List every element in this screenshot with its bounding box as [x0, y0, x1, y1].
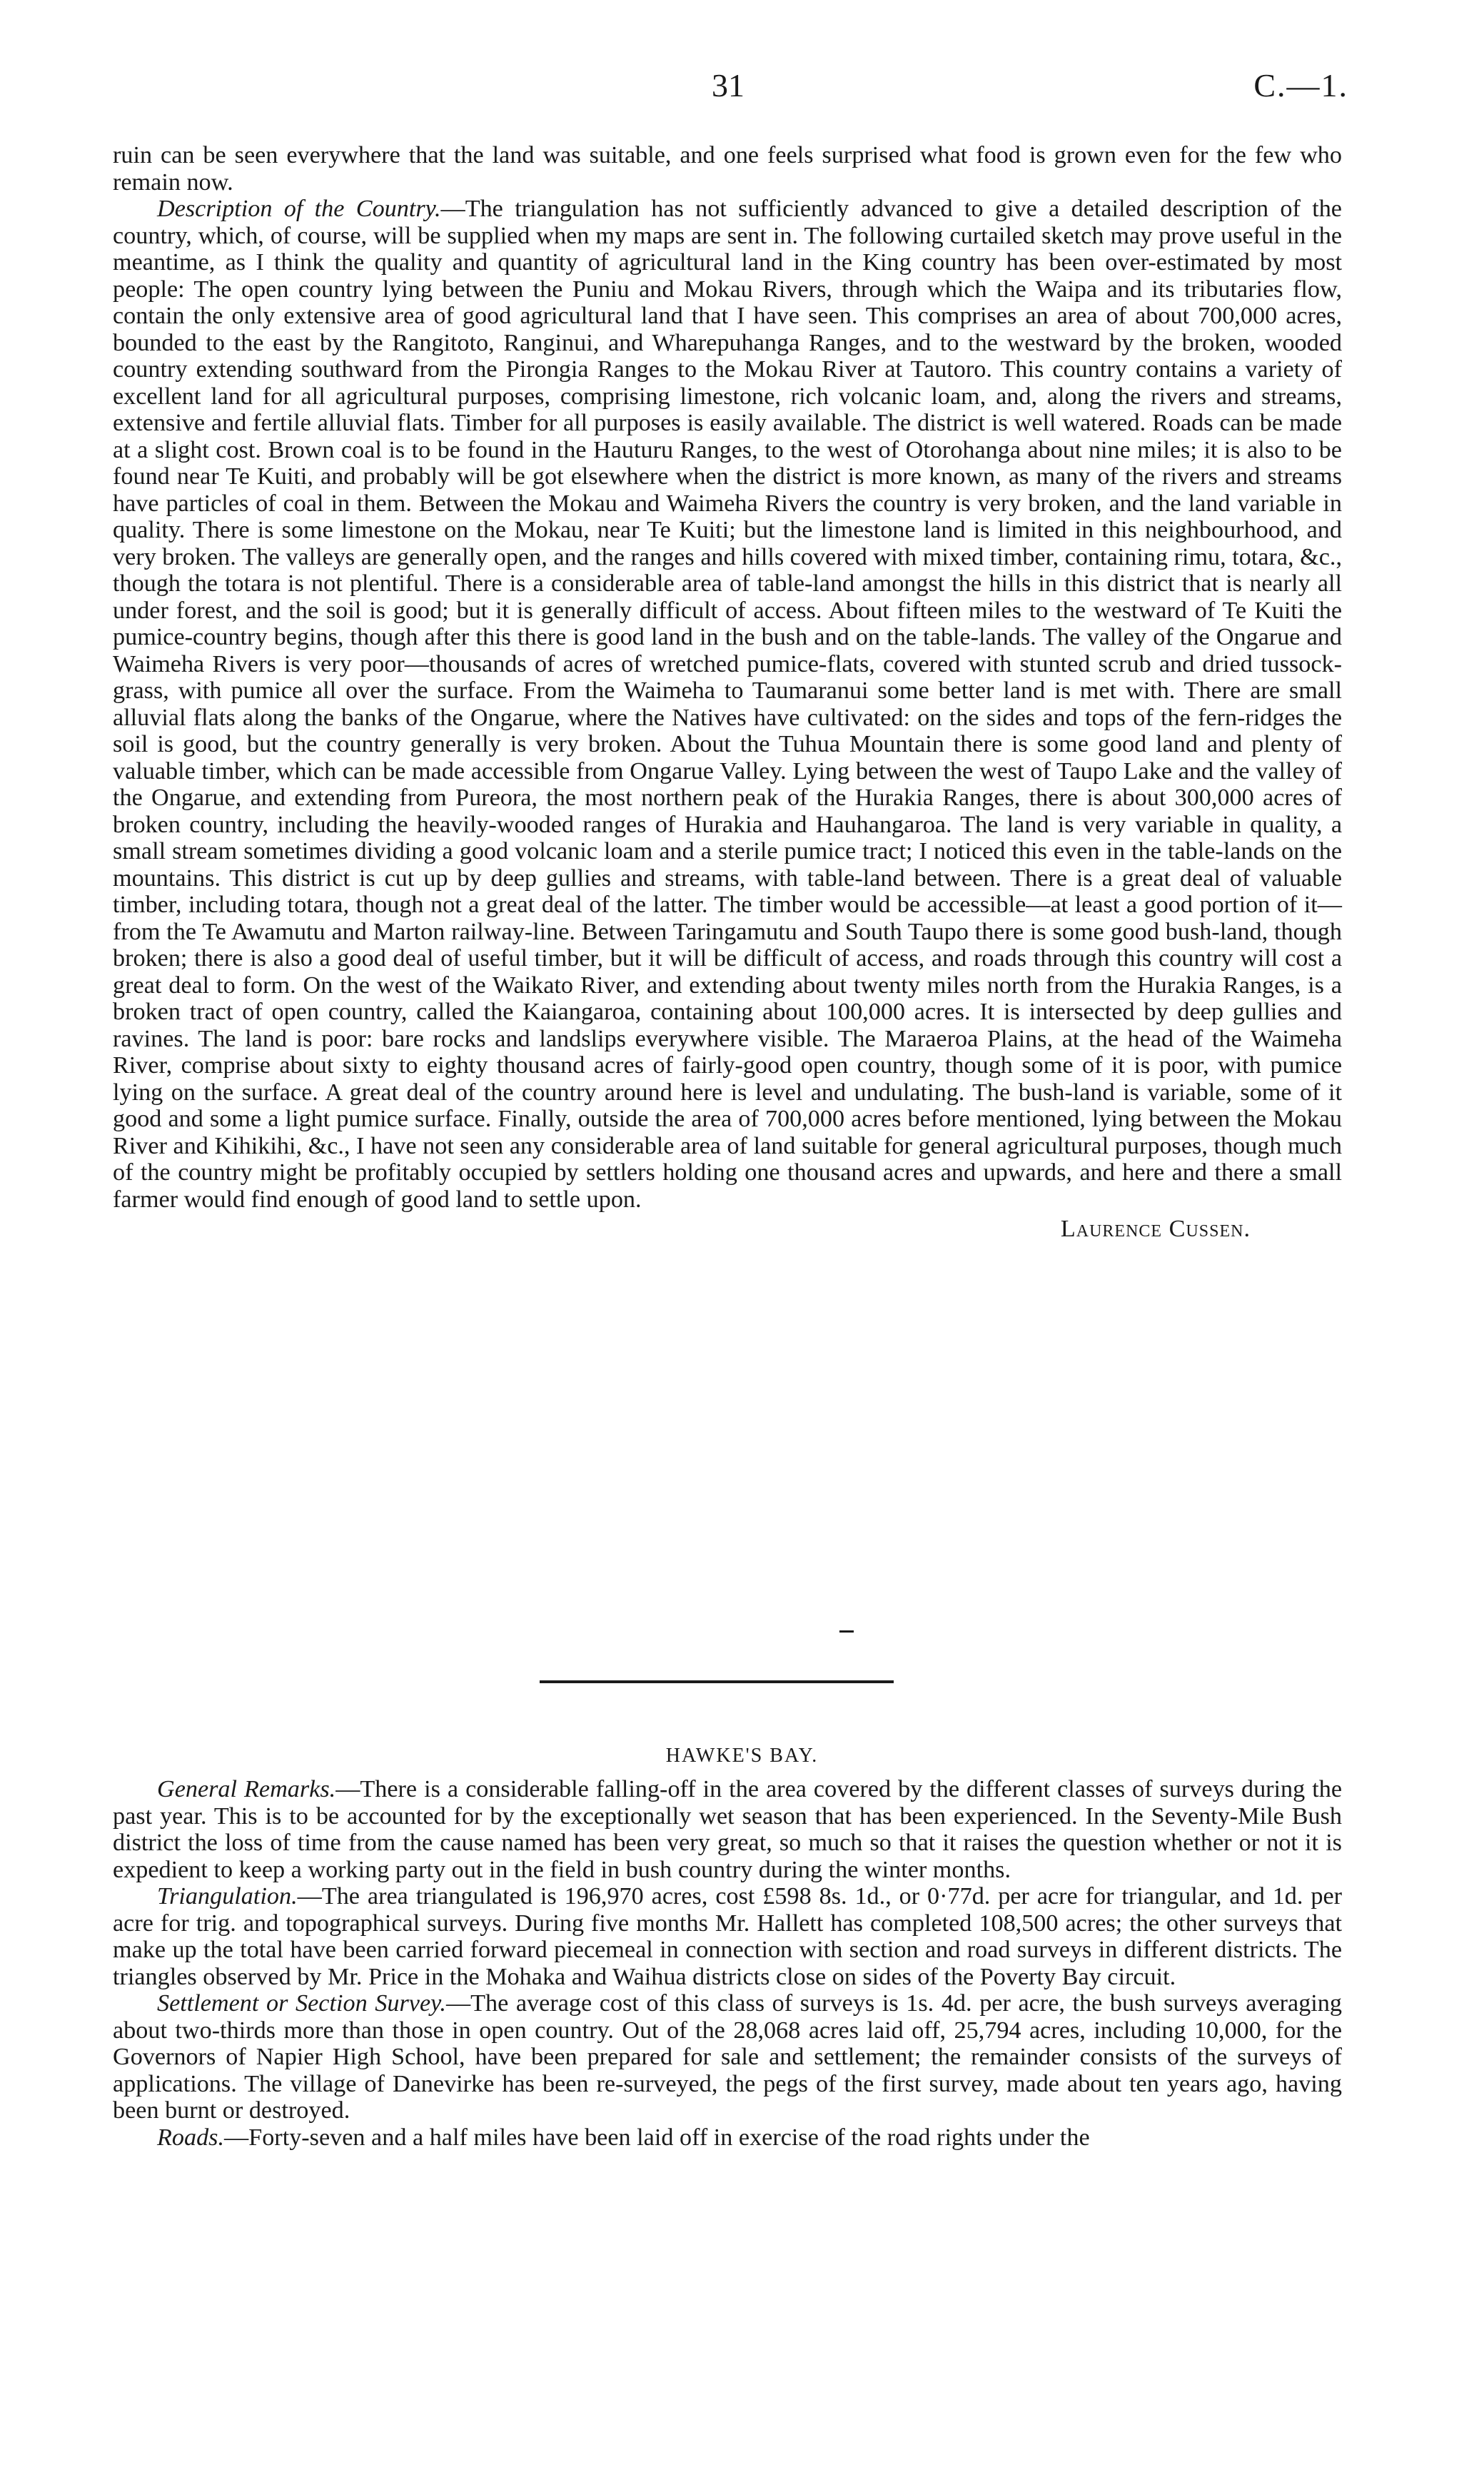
paragraph-text: —There is a considerable falling-off in the area covered by the different classes of surveys during the past year. This is to be accounted for by the exceptionally wet season that has been experienced. In the Seventy-Mile Bush district the loss of time from the cause named has been very great, so much so that it raises the question whether or not it is expedient to keep a working party out in the field in bush country during the winter months.: [113, 1776, 1342, 1883]
section-divider: [540, 1680, 894, 1683]
description-text: —The triangulation has not sufficiently advanced to give a detailed description of the country, which, of course, will be supplied when my maps are sent in. The following curtailed sketch may prove useful in the meantime, as I think the quality and quantity of agricultural land in the King country has been over-estimated by most people: The open country lying between the Puniu and Mokau Rivers, through which the Waipa and its tributaries flow, contain the only extensive area of good agricultural land that I have seen. This comprises an area of about 700,000 acres, bounded to the east by the Rangitoto, Ranginui, and Wharepuhanga Ranges, and to the westward by the broken, wooded country extending southward from the Pirongia Ranges to the Mokau River at Tautoro. This country contains a variety of excellent land for all agricultural purposes, comprising limestone, rich volcanic loam, and, along the rivers and streams, extensive and fertile alluvial flats. Timber for all purposes is easily available. The district is well watered. Roads can be made at a slight cost. Brown coal is to be found in the Hauturu Ranges, to the west of Otorohanga about nine miles; it is also to be found near Te Kuiti, and probably will be got elsewhere when the district is more known, as many of the rivers and streams have particles of coal in them. Between the Mokau and Waimeha Rivers the country is very broken, and the land variable in quality. There is some limestone on the Mokau, near Te Kuiti; but the limestone land is limited in this neighbourhood, and very broken. The valleys are generally open, and the ranges and hills covered with mixed timber, containing rimu, totara, &c., though the totara is not plentiful. There is a considerable area of table-land amongst the hills in this district that is nearly all under forest, and the soil is good; but it is generally difficult of access. About fifteen miles to the westward of Te Kuiti the pumice-country begins, though after this there is good land in the bush and on the table-lands. The valley of the Ongarue and Waimeha Rivers is very poor—thousands of acres of wretched pumice-flats, covered with stunted scrub and dried tussock-grass, with pumice all over the surface. From the Waimeha to Taumaranui some better land is met with. There are small alluvial flats along the banks of the Ongarue, where the Natives have cultivated: on the sides and tops of the fern-ridges the soil is good, but the country generally is very broken. About the Tuhua Mountain there is some good land and plenty of valuable timber, which can be made accessible from Ongarue Valley. Lying between the west of Taupo Lake and the valley of the Ongarue, and extending from Pureora, the most northern peak of the Hurakia Ranges, there is about 300,000 acres of broken country, including the heavily-wooded ranges of Hurakia and Hauhangaroa. The land is very variable in quality, a small stream sometimes dividing a good volcanic loam and a sterile pumice tract; I noticed this even in the table-lands on the mountains. This district is cut up by deep gullies and streams, with table-land between. There is a great deal of valuable timber, including totara, though not a great deal of the latter. The timber would be accessible—at least a good portion of it—from the Te Awamutu and Marton railway-line. Between Taringamutu and South Taupo there is some good bush-land, though broken; there is also a good deal of useful timber, but it will be difficult of access, and roads through this country will cost a great deal to form. On the west of the Waikato River, and extending about twenty miles north from the Hurakia Ranges, is a broken tract of open country, called the Kaiangaroa, containing about 100,000 acres. It is intersected by deep gullies and ravines. The land is poor: bare rocks and landslips everywhere visible. The Maraeroa Plains, at the head of the Waimeha River, comprise about sixty to eighty thousand acres of fairly-good open country, though some of it is poor, with pumice lying on the surface. A great deal of the country around here is level and undulating. The bush-land is variable, some of it good and some a light pumice surface. Finally, outside the area of 700,000 acres before mentioned, lying between the Mokau River and Kihikihi, &c., I have not seen any considerable area of land suitable for general agricultural purposes, though much of the country might be profitably occupied by settlers holding one thousand acres and upwards, and here and there a small farmer would find enough of good land to settle upon.: [113, 196, 1343, 1213]
signature: Laurence Cussen.: [1060, 1216, 1251, 1242]
paragraph-lead: Triangulation.: [157, 1883, 298, 1910]
paragraph-general-remarks: [113, 1776, 1342, 1883]
paragraph-lead: Settlement or Section Survey.: [157, 1990, 446, 2017]
paragraph-roads: [113, 2124, 1342, 2151]
section-king-country: [113, 142, 1342, 1243]
paragraph-text: —Forty-seven and a half miles have been laid off in exercise of the road rights under the: [224, 2124, 1090, 2151]
paragraph-text: —The area triangulated is 196,970 acres, cost £598 8s. 1d., or 0·77d. per acre for triangular, and 1d. per acre for trig. and topographical surveys. During five months Mr. Hallett has completed 108,500 acres; the other surveys that make up the total have been carried forward piecemeal in connection with section and road surveys in different districts. The triangles observed by Mr. Price in the Mohaka and Waihua districts close on sides of the Poverty Bay circuit.: [113, 1883, 1342, 1990]
paragraph-triangulation: [113, 1883, 1342, 1990]
paragraph-lead: Roads.: [157, 2124, 225, 2151]
paragraph-text: —The average cost of this class of surveys is 1s. 4d. per acre, the bush surveys averaging about two-thirds more than those in open country. Out of the 28,068 acres laid off, 25,794 acres, including 10,000, for the Governors of Napier High School, have been prepared for sale and settlement; the remainder consists of the surveys of applications. The village of Danevirke has been re-surveyed, the pegs of the first survey, made about ten years ago, having been burnt or destroyed.: [113, 1990, 1342, 2124]
page-number: 31: [712, 67, 744, 104]
paragraph-settlement: [113, 1990, 1342, 2124]
document-code: C.—1.: [1253, 67, 1348, 104]
section-heading: HAWKE'S BAY.: [665, 1745, 819, 1767]
short-mark: [839, 1630, 854, 1633]
paragraph-lead: General Remarks.: [157, 1776, 336, 1802]
description-paragraph: [113, 196, 1342, 1213]
description-lead: Description of the Country.: [157, 196, 441, 222]
signature-line: [113, 1216, 1342, 1243]
intro-paragraph: ruin can be seen everywhere that the land was suitable, and one feels surprised what food is grown even for the few who remain now.: [113, 142, 1342, 196]
section-hawkes-bay: [113, 1776, 1342, 2151]
